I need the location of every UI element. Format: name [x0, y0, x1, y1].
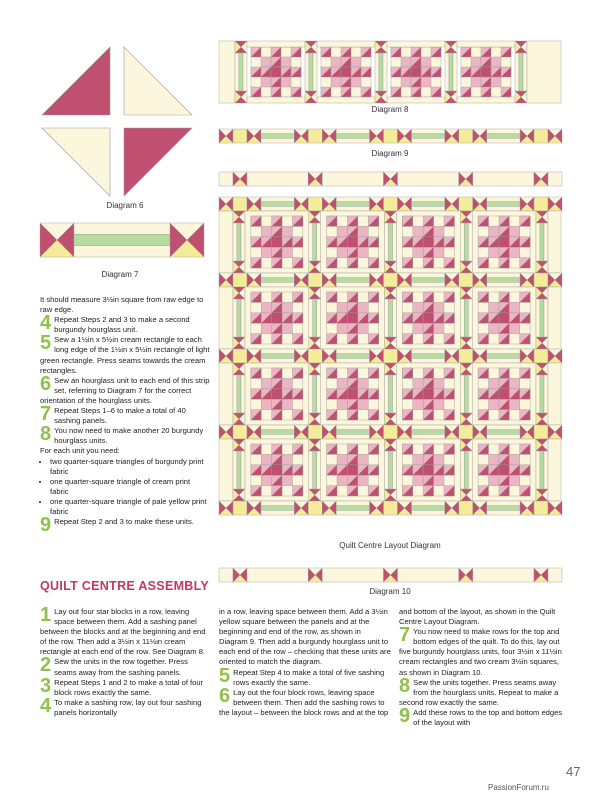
sashing-panel — [309, 211, 321, 273]
cream-rectangle — [219, 287, 233, 349]
sashing-panel — [40, 223, 204, 257]
yellow-square — [534, 425, 548, 439]
hourglass-unit — [322, 425, 336, 439]
star-block — [478, 216, 530, 268]
cream-rectangle — [219, 363, 233, 425]
star-block — [321, 47, 371, 97]
hourglass-unit — [398, 425, 412, 439]
yellow-square — [459, 349, 473, 363]
yellow-square — [233, 129, 247, 143]
sashing-panel — [247, 501, 308, 515]
hourglass-unit — [235, 41, 247, 53]
diagram-7-caption: Diagram 7 — [101, 270, 139, 279]
hourglass-unit — [247, 349, 261, 363]
hourglass-unit — [473, 197, 487, 211]
cream-square — [219, 568, 233, 582]
yellow-square — [308, 129, 322, 143]
sashing-panel — [473, 197, 534, 211]
hourglass-unit — [308, 568, 322, 582]
assembly-step-8: 8 Sew the units together. Press seams away from the hourglass units. Repeat to make a second row exactly the same. — [399, 674, 559, 707]
assembly-column-1 — [40, 604, 210, 718]
star-block — [251, 47, 301, 97]
diagram-6-caption: Diagram 6 — [106, 201, 144, 210]
hourglass-unit — [548, 349, 562, 363]
star-block — [478, 444, 530, 496]
assembly-step-5: 5 Repeat Step 4 to make a total of five sashing rows exactly the same. — [219, 664, 385, 687]
hourglass-unit — [520, 197, 534, 211]
assembly-column-3: and bottom of the layout, as shown in the Quilt Centre Layout Diagram. 7 You now need to make rows for the top and bottom edges of the quilt. To do this, lay out five burgundy hourglass units, four 3½in x 11½in cream rectangles and two cream 3½in squares, as shown in Diagram 10. 8 Sew the units together. Press seams away from the hourglass units. Repeat to make a second row exactly the same. 9 Add these rows to the top and bottom edges of the layout with — [399, 607, 567, 728]
hourglass-unit — [460, 337, 472, 349]
hourglass-unit — [247, 425, 261, 439]
sashing-panel — [473, 501, 534, 515]
hourglass-unit — [445, 41, 457, 53]
assembly-step-4: 4 To make a sashing row, lay out four sashing panels horizontally — [40, 694, 202, 717]
hourglass-unit — [294, 501, 308, 515]
intro-text: It should measure 3½in square from raw edge to raw edge. — [40, 295, 204, 315]
hourglass-unit — [548, 129, 562, 143]
hourglass-unit — [459, 568, 473, 582]
sashing-panel — [247, 273, 308, 287]
sashing-panel — [309, 363, 321, 425]
hourglass-unit — [375, 91, 387, 103]
yellow-square — [233, 273, 247, 287]
cream-rectangle — [398, 172, 459, 186]
hourglass-unit — [515, 41, 527, 53]
star-block — [251, 292, 303, 344]
step-8: 8 You now need to make another 20 burgundy hourglass units. — [40, 423, 204, 446]
cream-square — [219, 172, 233, 186]
hourglass-unit — [219, 129, 233, 143]
hourglass-unit — [548, 273, 562, 287]
sashing-panel — [247, 197, 308, 211]
hourglass-unit — [309, 413, 321, 425]
left-column-text — [40, 295, 210, 537]
hourglass-unit — [385, 261, 397, 273]
yellow-square — [384, 425, 398, 439]
sashing-panel — [247, 425, 308, 439]
hourglass-unit — [536, 287, 548, 299]
hourglass-unit — [536, 363, 548, 375]
cream-rectangle — [473, 172, 534, 186]
cream-rectangle — [398, 568, 459, 582]
hourglass-unit — [460, 287, 472, 299]
cream-rectangle — [548, 287, 561, 349]
hourglass-unit — [305, 91, 317, 103]
yellow-square — [459, 273, 473, 287]
hourglass-unit — [385, 489, 397, 501]
hourglass-unit — [219, 425, 233, 439]
list-item: • two quarter-square triangles of burgundy print fabric — [50, 457, 210, 477]
yellow-square — [233, 349, 247, 363]
star-block — [478, 292, 530, 344]
hourglass-unit — [385, 363, 397, 375]
cream-rectangle — [219, 41, 235, 103]
yellow-square — [308, 273, 322, 287]
hourglass-unit — [398, 501, 412, 515]
hourglass-unit — [460, 413, 472, 425]
hourglass-unit — [445, 349, 459, 363]
assembly-step-9: 9 Add these rows to the top and bottom edges of the layout with — [399, 704, 563, 728]
star-block — [402, 368, 454, 420]
yellow-square — [534, 129, 548, 143]
hourglass-unit — [473, 501, 487, 515]
step-9: 9 Repeat Step 2 and 3 to make these units. — [40, 514, 194, 537]
sashing-panel — [322, 129, 383, 143]
hourglass-unit — [233, 363, 245, 375]
sashing-panel — [515, 41, 527, 103]
yellow-square — [233, 197, 247, 211]
assembly-column-2: in a row, leaving space between them. Add a 3½in yellow square between the panels and at the beginning and end of the row, as shown in Diagram 9. Then add a burgundy hourglass unit to each end of the row – checking that these units are oriented to match the diagram. 5 Repeat Step 4 to make a total of five sashing rows exactly the same. 6 Lay out the four block rows, leaving space between them. Then add the sashing rows to the layout – between the block rows and at the top — [219, 607, 391, 717]
yellow-square — [459, 197, 473, 211]
layout-caption: Quilt Centre Layout Diagram — [339, 541, 441, 550]
sashing-panel — [398, 349, 459, 363]
hourglass-unit — [309, 337, 321, 349]
sashing-panel — [473, 425, 534, 439]
sashing-panel — [235, 41, 247, 103]
requirements-list — [40, 457, 210, 518]
cream-rectangle — [219, 439, 233, 501]
cream-rectangle — [527, 41, 561, 103]
sashing-panel — [385, 363, 397, 425]
hourglass-unit — [309, 439, 321, 451]
yellow-square — [384, 197, 398, 211]
hourglass-unit — [322, 273, 336, 287]
hourglass-unit — [219, 349, 233, 363]
sashing-panel — [460, 363, 472, 425]
hourglass-unit — [233, 287, 245, 299]
hourglass-unit — [384, 568, 398, 582]
hourglass-unit — [460, 363, 472, 375]
sashing-panel — [247, 349, 308, 363]
hourglass-unit — [308, 172, 322, 186]
hourglass-unit — [536, 337, 548, 349]
yellow-square — [459, 425, 473, 439]
step-4: 4 Repeat Steps 2 and 3 to make a second burgundy hourglass unit. — [40, 312, 190, 335]
hourglass-unit — [233, 489, 245, 501]
assembly-step-2: 2 Sew the units in the row together. Press seams away from the sashing panels. — [40, 654, 188, 677]
cream-rectangle — [247, 568, 308, 582]
yellow-square — [534, 197, 548, 211]
cream-square — [548, 568, 562, 582]
cream-rectangle — [247, 172, 308, 186]
hourglass-unit — [548, 197, 562, 211]
yellow-square — [308, 349, 322, 363]
hourglass-unit — [322, 129, 336, 143]
hourglass-unit — [305, 41, 317, 53]
assembly-step-3: 3 Repeat Steps 1 and 2 to make a total of four block rows exactly the same. — [40, 674, 204, 697]
sashing-panel — [460, 439, 472, 501]
sashing-panel — [233, 439, 245, 501]
sashing-panel — [309, 287, 321, 349]
assembly-step-1: 1 Lay out four star blocks in a row, leaving space between them. Add a sashing panel between the blocks and at the beginning and end of the row. Then add a 3½in x 11½in cream rectangle at each end of the row. See Diagram 8. — [40, 604, 206, 657]
cream-square — [548, 172, 562, 186]
step-5: 5 Sew a 1½in x 5½in cream rectangle to each long edge of the 1½in x 5½in rectangle of light green rectangle. Press seams towards the cream rectangles. — [40, 332, 210, 375]
diagram-7-sashing — [38, 220, 208, 260]
star-block — [251, 216, 303, 268]
hourglass-unit — [384, 172, 398, 186]
sashing-panel — [536, 287, 548, 349]
hourglass-unit — [460, 439, 472, 451]
hourglass-unit — [247, 501, 261, 515]
hourglass-unit — [247, 197, 261, 211]
hourglass-unit — [534, 568, 548, 582]
sashing-panel — [309, 439, 321, 501]
sashing-panel — [385, 211, 397, 273]
hourglass-unit — [473, 129, 487, 143]
hourglass-unit — [309, 211, 321, 223]
hourglass-unit — [515, 91, 527, 103]
hourglass-unit — [235, 91, 247, 103]
cream-rectangle — [548, 211, 561, 273]
assembly-step-6: 6 Lay out the four block rows, leaving space between them. Then add the sashing rows to the layout – between the block rows and at the top — [219, 684, 389, 717]
cream-rectangle — [219, 211, 233, 273]
hourglass-unit — [385, 287, 397, 299]
sashing-panel — [460, 211, 472, 273]
hourglass-unit — [370, 349, 384, 363]
cream-rectangle — [473, 568, 534, 582]
hourglass-unit — [309, 489, 321, 501]
sashing-panel — [375, 41, 387, 103]
diagram-10-border-row — [218, 566, 563, 584]
hourglass-unit — [520, 501, 534, 515]
sashing-panel — [460, 287, 472, 349]
hourglass-unit — [536, 211, 548, 223]
hourglass-unit — [398, 129, 412, 143]
hourglass-unit — [536, 439, 548, 451]
hourglass-unit — [445, 197, 459, 211]
star-block — [461, 47, 511, 97]
star-block — [251, 444, 303, 496]
hourglass-unit — [473, 349, 487, 363]
hourglass-unit — [40, 223, 74, 257]
star-block — [327, 368, 379, 420]
list-item: • one quarter-square triangle of cream print fabric — [50, 477, 210, 497]
step-7: 7 Repeat Steps 1–6 to make a total of 40 sashing panels. — [40, 403, 186, 426]
sashing-panel — [322, 501, 383, 515]
cream-rectangle — [548, 439, 561, 501]
sashing-panel — [473, 273, 534, 287]
yellow-square — [308, 197, 322, 211]
hourglass-unit — [370, 129, 384, 143]
hourglass-unit — [473, 273, 487, 287]
hourglass-unit — [375, 41, 387, 53]
hourglass-unit — [473, 425, 487, 439]
hourglass-unit — [398, 273, 412, 287]
hourglass-unit — [322, 197, 336, 211]
sashing-panel — [536, 439, 548, 501]
yellow-square — [308, 425, 322, 439]
hourglass-unit — [548, 425, 562, 439]
step-6: 6 Sew an hourglass unit to each end of this strip set, referring to Diagram 7 for the correct orientation of the hourglass units. — [40, 372, 210, 405]
hourglass-unit — [520, 349, 534, 363]
cream-rectangle — [548, 363, 561, 425]
sashing-panel — [398, 501, 459, 515]
diagram-6-triangles — [38, 40, 218, 240]
hourglass-unit — [460, 211, 472, 223]
hourglass-unit — [460, 489, 472, 501]
hourglass-unit — [520, 425, 534, 439]
hourglass-unit — [445, 91, 457, 103]
hourglass-unit — [322, 349, 336, 363]
hourglass-unit — [370, 273, 384, 287]
diagram-10-caption: Diagram 10 — [369, 587, 411, 596]
sashing-panel — [445, 41, 457, 103]
star-block — [391, 47, 441, 97]
diagram-8-caption: Diagram 8 — [371, 105, 409, 114]
star-block — [402, 216, 454, 268]
hourglass-unit — [398, 197, 412, 211]
hourglass-unit — [385, 439, 397, 451]
diagram-9-caption: Diagram 9 — [371, 149, 409, 158]
sashing-panel — [233, 211, 245, 273]
hourglass-unit — [309, 363, 321, 375]
hourglass-unit — [233, 261, 245, 273]
hourglass-unit — [233, 172, 247, 186]
sashing-panel — [398, 273, 459, 287]
hourglass-unit — [534, 172, 548, 186]
watermark-credit: PassionForum.ru — [488, 783, 549, 792]
hourglass-unit — [398, 349, 412, 363]
hourglass-unit — [445, 501, 459, 515]
diagram-8-block-row — [218, 40, 563, 105]
sashing-panel — [398, 197, 459, 211]
hourglass-unit — [294, 197, 308, 211]
hourglass-unit — [219, 501, 233, 515]
yellow-square — [384, 501, 398, 515]
hourglass-unit — [219, 273, 233, 287]
sashing-panel — [233, 287, 245, 349]
yellow-square — [459, 129, 473, 143]
list-item: • one quarter-square triangle of pale yellow print fabric — [50, 497, 210, 517]
hourglass-unit — [536, 413, 548, 425]
star-block — [327, 444, 379, 496]
sashing-panel — [385, 287, 397, 349]
quilt-centre-layout-diagram — [218, 196, 563, 533]
hourglass-unit — [460, 261, 472, 273]
hourglass-unit — [536, 261, 548, 273]
hourglass-unit — [233, 568, 247, 582]
yellow-square — [233, 425, 247, 439]
hourglass-unit — [247, 129, 261, 143]
yellow-square — [384, 129, 398, 143]
section-heading: QUILT CENTRE ASSEMBLY — [40, 579, 210, 593]
hourglass-unit — [294, 349, 308, 363]
sashing-panel — [398, 425, 459, 439]
hourglass-unit — [520, 273, 534, 287]
sashing-panel — [305, 41, 317, 103]
hourglass-unit — [219, 197, 233, 211]
for-each-text: For each unit you need: — [40, 446, 120, 456]
hourglass-unit — [548, 501, 562, 515]
sashing-panel — [536, 211, 548, 273]
hourglass-unit — [294, 273, 308, 287]
hourglass-unit — [370, 425, 384, 439]
sashing-panel — [233, 363, 245, 425]
yellow-square — [233, 501, 247, 515]
triangle-top-left — [42, 47, 110, 115]
hourglass-unit — [233, 439, 245, 451]
top-border-row — [218, 170, 563, 188]
hourglass-unit — [520, 129, 534, 143]
sashing-panel — [322, 273, 383, 287]
hourglass-unit — [536, 489, 548, 501]
hourglass-unit — [445, 425, 459, 439]
sashing-panel — [322, 349, 383, 363]
triangle-bottom-left — [42, 128, 110, 196]
sashing-panel — [473, 129, 534, 143]
yellow-square — [534, 501, 548, 515]
hourglass-unit — [385, 337, 397, 349]
sashing-panel — [398, 129, 459, 143]
cream-rectangle — [322, 568, 383, 582]
star-block — [327, 216, 379, 268]
hourglass-unit — [445, 129, 459, 143]
hourglass-unit — [294, 425, 308, 439]
hourglass-unit — [233, 211, 245, 223]
yellow-square — [384, 273, 398, 287]
sashing-panel — [385, 439, 397, 501]
yellow-square — [534, 273, 548, 287]
yellow-square — [384, 349, 398, 363]
yellow-square — [534, 349, 548, 363]
star-block — [402, 444, 454, 496]
hourglass-unit — [233, 413, 245, 425]
triangle-top-right — [124, 47, 192, 115]
hourglass-unit — [459, 172, 473, 186]
sashing-panel — [322, 197, 383, 211]
yellow-square — [459, 501, 473, 515]
star-block — [327, 292, 379, 344]
diagram-9-sashing-row — [218, 127, 563, 145]
star-block — [478, 368, 530, 420]
hourglass-unit — [370, 197, 384, 211]
hourglass-unit — [370, 501, 384, 515]
hourglass-unit — [233, 337, 245, 349]
hourglass-unit — [309, 261, 321, 273]
hourglass-unit — [445, 273, 459, 287]
sashing-panel — [247, 129, 308, 143]
hourglass-unit — [309, 287, 321, 299]
cream-rectangle — [322, 172, 383, 186]
sashing-panel — [322, 425, 383, 439]
hourglass-unit — [385, 413, 397, 425]
triangle-bottom-right — [124, 128, 192, 196]
assembly-step-7: 7 You now need to make rows for the top and bottom edges of the quilt. To do this, lay out five burgundy hourglass units, four 3½in x 11½in cream rectangles and two cream 3½in squares, as shown in Diagram 10. — [399, 624, 562, 677]
star-block — [251, 368, 303, 420]
hourglass-unit — [322, 501, 336, 515]
star-block — [402, 292, 454, 344]
hourglass-unit — [294, 129, 308, 143]
sashing-panel — [473, 349, 534, 363]
hourglass-unit — [247, 273, 261, 287]
page-number: 47 — [566, 764, 581, 779]
hourglass-unit — [385, 211, 397, 223]
yellow-square — [308, 501, 322, 515]
sashing-panel — [536, 363, 548, 425]
hourglass-unit — [170, 223, 204, 257]
